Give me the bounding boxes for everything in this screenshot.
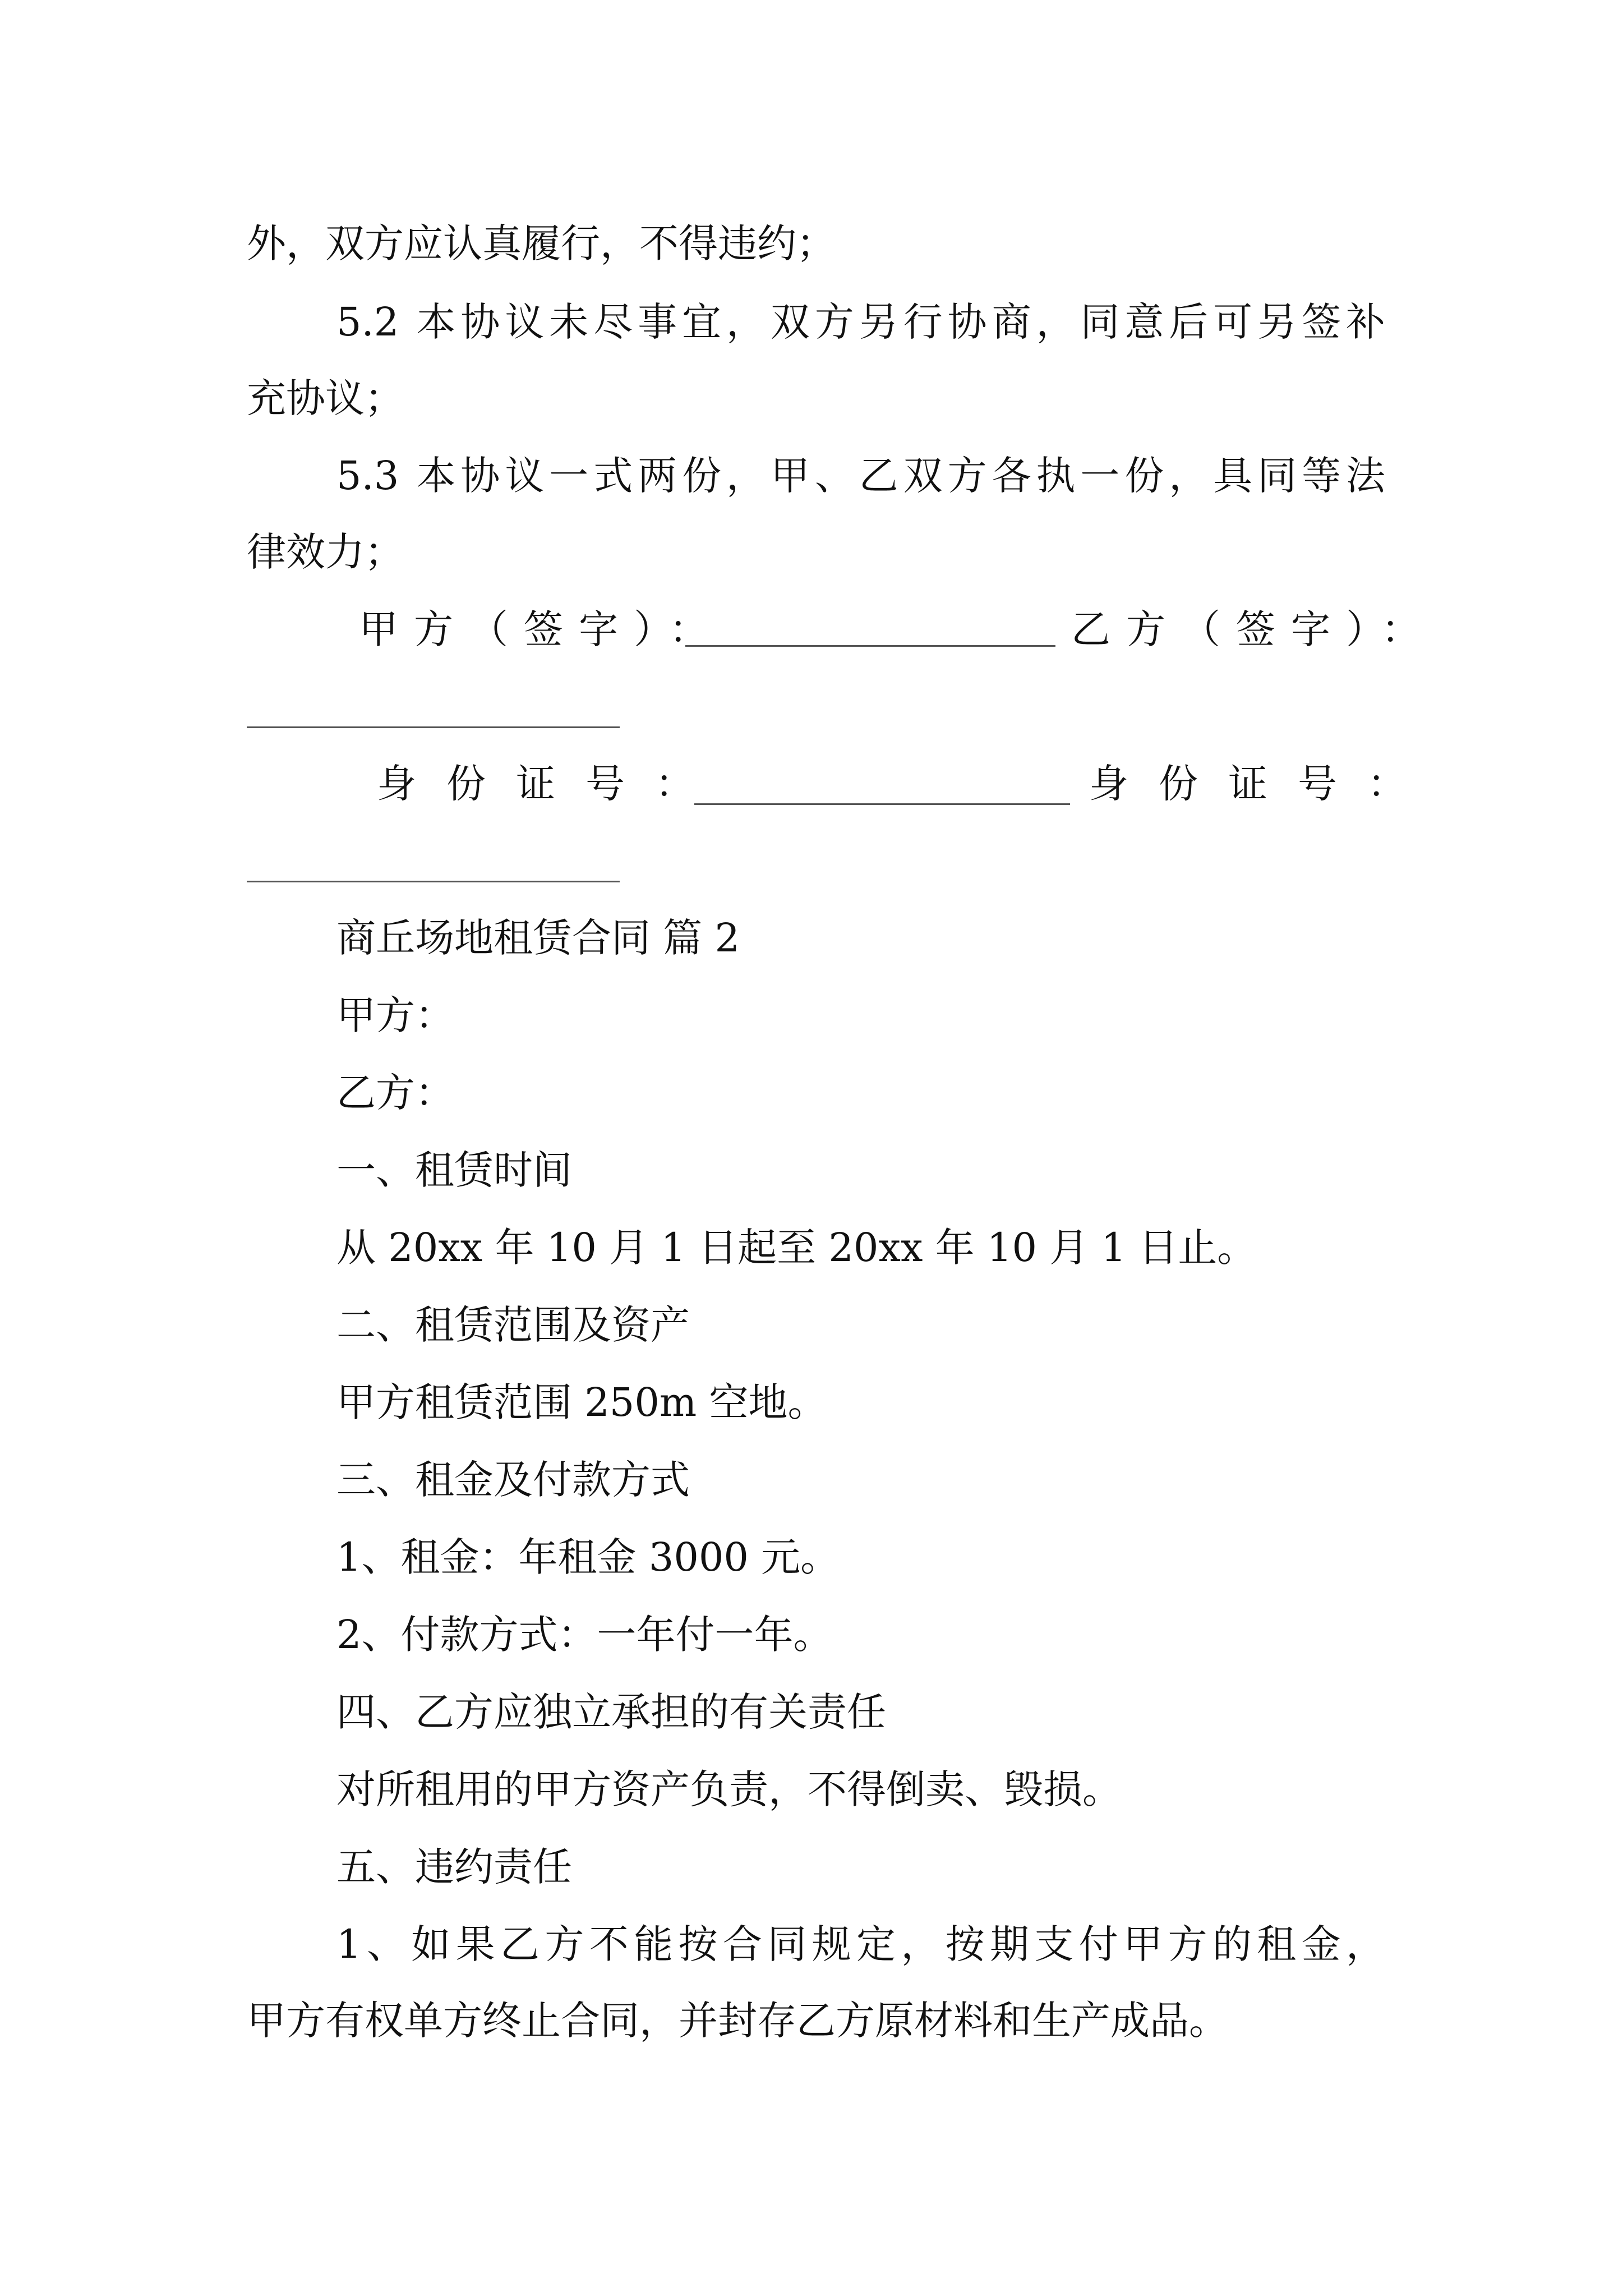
heading-rent-payment: 三、租金及付款方式 <box>336 1457 690 1503</box>
paragraph-line: 对所租用的甲方资产负责，不得倒卖、毁损。 <box>336 1766 1122 1812</box>
party-a-line: 甲方： <box>336 992 454 1038</box>
paragraph-line: 2、付款方式：一年付一年。 <box>336 1612 833 1658</box>
heading-responsibilities: 四、乙方应独立承担的有关责任 <box>336 1689 886 1735</box>
paragraph-line: 充协议； <box>247 375 404 421</box>
paragraph-line: 从 20xx 年 10 月 1 日起至 20xx 年 10 月 1 日止。 <box>336 1225 1257 1271</box>
party-b-signature-label: 乙方（签字）： <box>1071 606 1436 652</box>
heading-rental-period: 一、租赁时间 <box>336 1147 572 1193</box>
paragraph-line: 1、租金：年租金 3000 元。 <box>336 1534 840 1580</box>
section-title: 商丘场地租赁合同 篇 2 <box>336 915 740 961</box>
party-a-signature-label: 甲方（签字）： <box>359 606 724 652</box>
paragraph-line: 律效力； <box>247 529 404 575</box>
paragraph-line: 1、如果乙方不能按合同规定，按期支付甲方的租金， <box>336 1921 1385 1967</box>
paragraph-line: 5.2 本协议未尽事宜，双方另行协商，同意后可另签补 <box>336 299 1385 345</box>
party-b-id-label: 身份证号： <box>1089 761 1437 807</box>
paragraph-line: 甲方租赁范围 250m 空地。 <box>336 1379 827 1425</box>
heading-rental-scope: 二、租赁范围及资产 <box>336 1302 690 1348</box>
paragraph-line: 甲方有权单方终止合同，并封存乙方原材料和生产成品。 <box>247 1998 1228 2044</box>
party-b-line: 乙方： <box>336 1070 454 1116</box>
party-b-signature-line <box>247 726 620 728</box>
heading-breach-liability: 五、违约责任 <box>336 1844 572 1890</box>
party-b-id-line <box>247 881 620 882</box>
paragraph-line: 5.3 本协议一式两份，甲、乙双方各执一份，具同等法 <box>336 453 1385 499</box>
party-a-id-line <box>694 803 1070 805</box>
paragraph-line: 外，双方应认真履行，不得违约； <box>247 220 836 266</box>
party-a-signature-line <box>685 645 1055 647</box>
party-a-id-label: 身份证号： <box>377 761 725 807</box>
